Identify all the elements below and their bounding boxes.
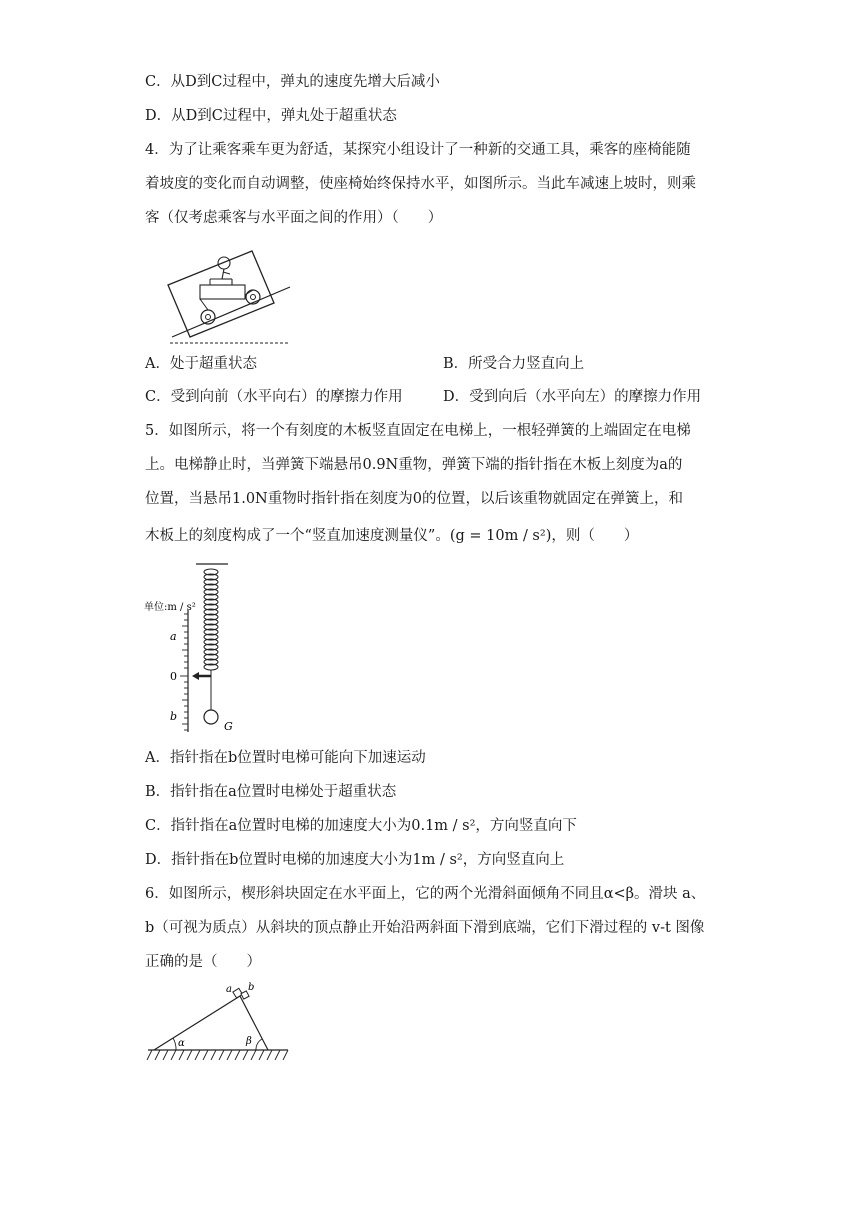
q5-stem-line-4: 木板上的刻度构成了一个“竖直加速度测量仪”。(g = 10m / s²)，则（ ） bbox=[145, 528, 639, 544]
q4-option-c: C．受到向前（水平向右）的摩擦力作用 bbox=[145, 389, 403, 405]
q5-stem-line-2: 上。电梯静止时，当弹簧下端悬吊0.9N重物，弹簧下端的指针指在木板上刻度为a的 bbox=[145, 457, 683, 473]
q5-accelerometer-figure bbox=[140, 560, 250, 740]
q3-option-c: C．从D到C过程中，弹丸的速度先增大后减小 bbox=[145, 74, 440, 90]
q4-stem-line-2: 着坡度的变化而自动调整，使座椅始终保持水平，如图所示。当此车减速上坡时，则乘 bbox=[145, 176, 696, 192]
q5-stem-line-3: 位置，当悬吊1.0N重物时指针指在刻度为0的位置，以后该重物就固定在弹簧上，和 bbox=[145, 491, 683, 507]
q6-stem-line-3: 正确的是（ ） bbox=[145, 954, 261, 970]
q6-stem-line-1: 6．如图所示，楔形斜块固定在水平面上，它的两个光滑斜面倾角不同且α<β。滑块 a、 bbox=[145, 886, 706, 902]
q6-fig-label-a: a bbox=[226, 984, 232, 995]
q4-stem-line-3: 客（仅考虑乘客与水平面之间的作用）（ ） bbox=[145, 210, 443, 226]
q6-wedge-figure bbox=[142, 978, 292, 1070]
q5-fig-label-b: b bbox=[170, 710, 178, 723]
q5-stem-line-1: 5．如图所示，将一个有刻度的木板竖直固定在电梯上，一根轻弹簧的上端固定在电梯 bbox=[145, 423, 691, 439]
q6-stem-line-2: b（可视为质点）从斜块的顶点静止开始沿两斜面下滑到底端，它们下滑过程的 v-t 图像 bbox=[145, 920, 705, 936]
q5-option-a: A．指针指在b位置时电梯可能向下加速运动 bbox=[145, 750, 426, 766]
q3-option-d: D．从D到C过程中，弹丸处于超重状态 bbox=[145, 108, 397, 124]
q6-fig-label-alpha: α bbox=[178, 1038, 185, 1049]
q5-option-b: B．指针指在a位置时电梯处于超重状态 bbox=[145, 784, 397, 800]
q5-fig-label-zero: 0 bbox=[170, 670, 177, 683]
q5-option-c: C．指针指在a位置时电梯的加速度大小为0.1m / s²，方向竖直向下 bbox=[145, 818, 577, 834]
q4-stem-line-1: 4．为了让乘客乘车更为舒适，某探究小组设计了一种新的交通工具，乘客的座椅能随 bbox=[145, 142, 691, 158]
q5-fig-unit-label: 单位:m / s² bbox=[144, 602, 196, 613]
q4-option-d: D．受到向后（水平向左）的摩擦力作用 bbox=[443, 389, 702, 405]
q4-option-a: A．处于超重状态 bbox=[145, 356, 257, 372]
q4-vehicle-figure bbox=[160, 245, 300, 350]
q6-fig-label-beta: β bbox=[246, 1036, 252, 1047]
q5-fig-label-a: a bbox=[170, 630, 177, 643]
q5-option-d: D．指针指在b位置时电梯的加速度大小为1m / s²，方向竖直向上 bbox=[145, 852, 565, 868]
q5-fig-label-g: G bbox=[224, 720, 233, 733]
q6-fig-label-b: b bbox=[248, 982, 255, 993]
q4-option-b: B．所受合力竖直向上 bbox=[443, 356, 585, 372]
